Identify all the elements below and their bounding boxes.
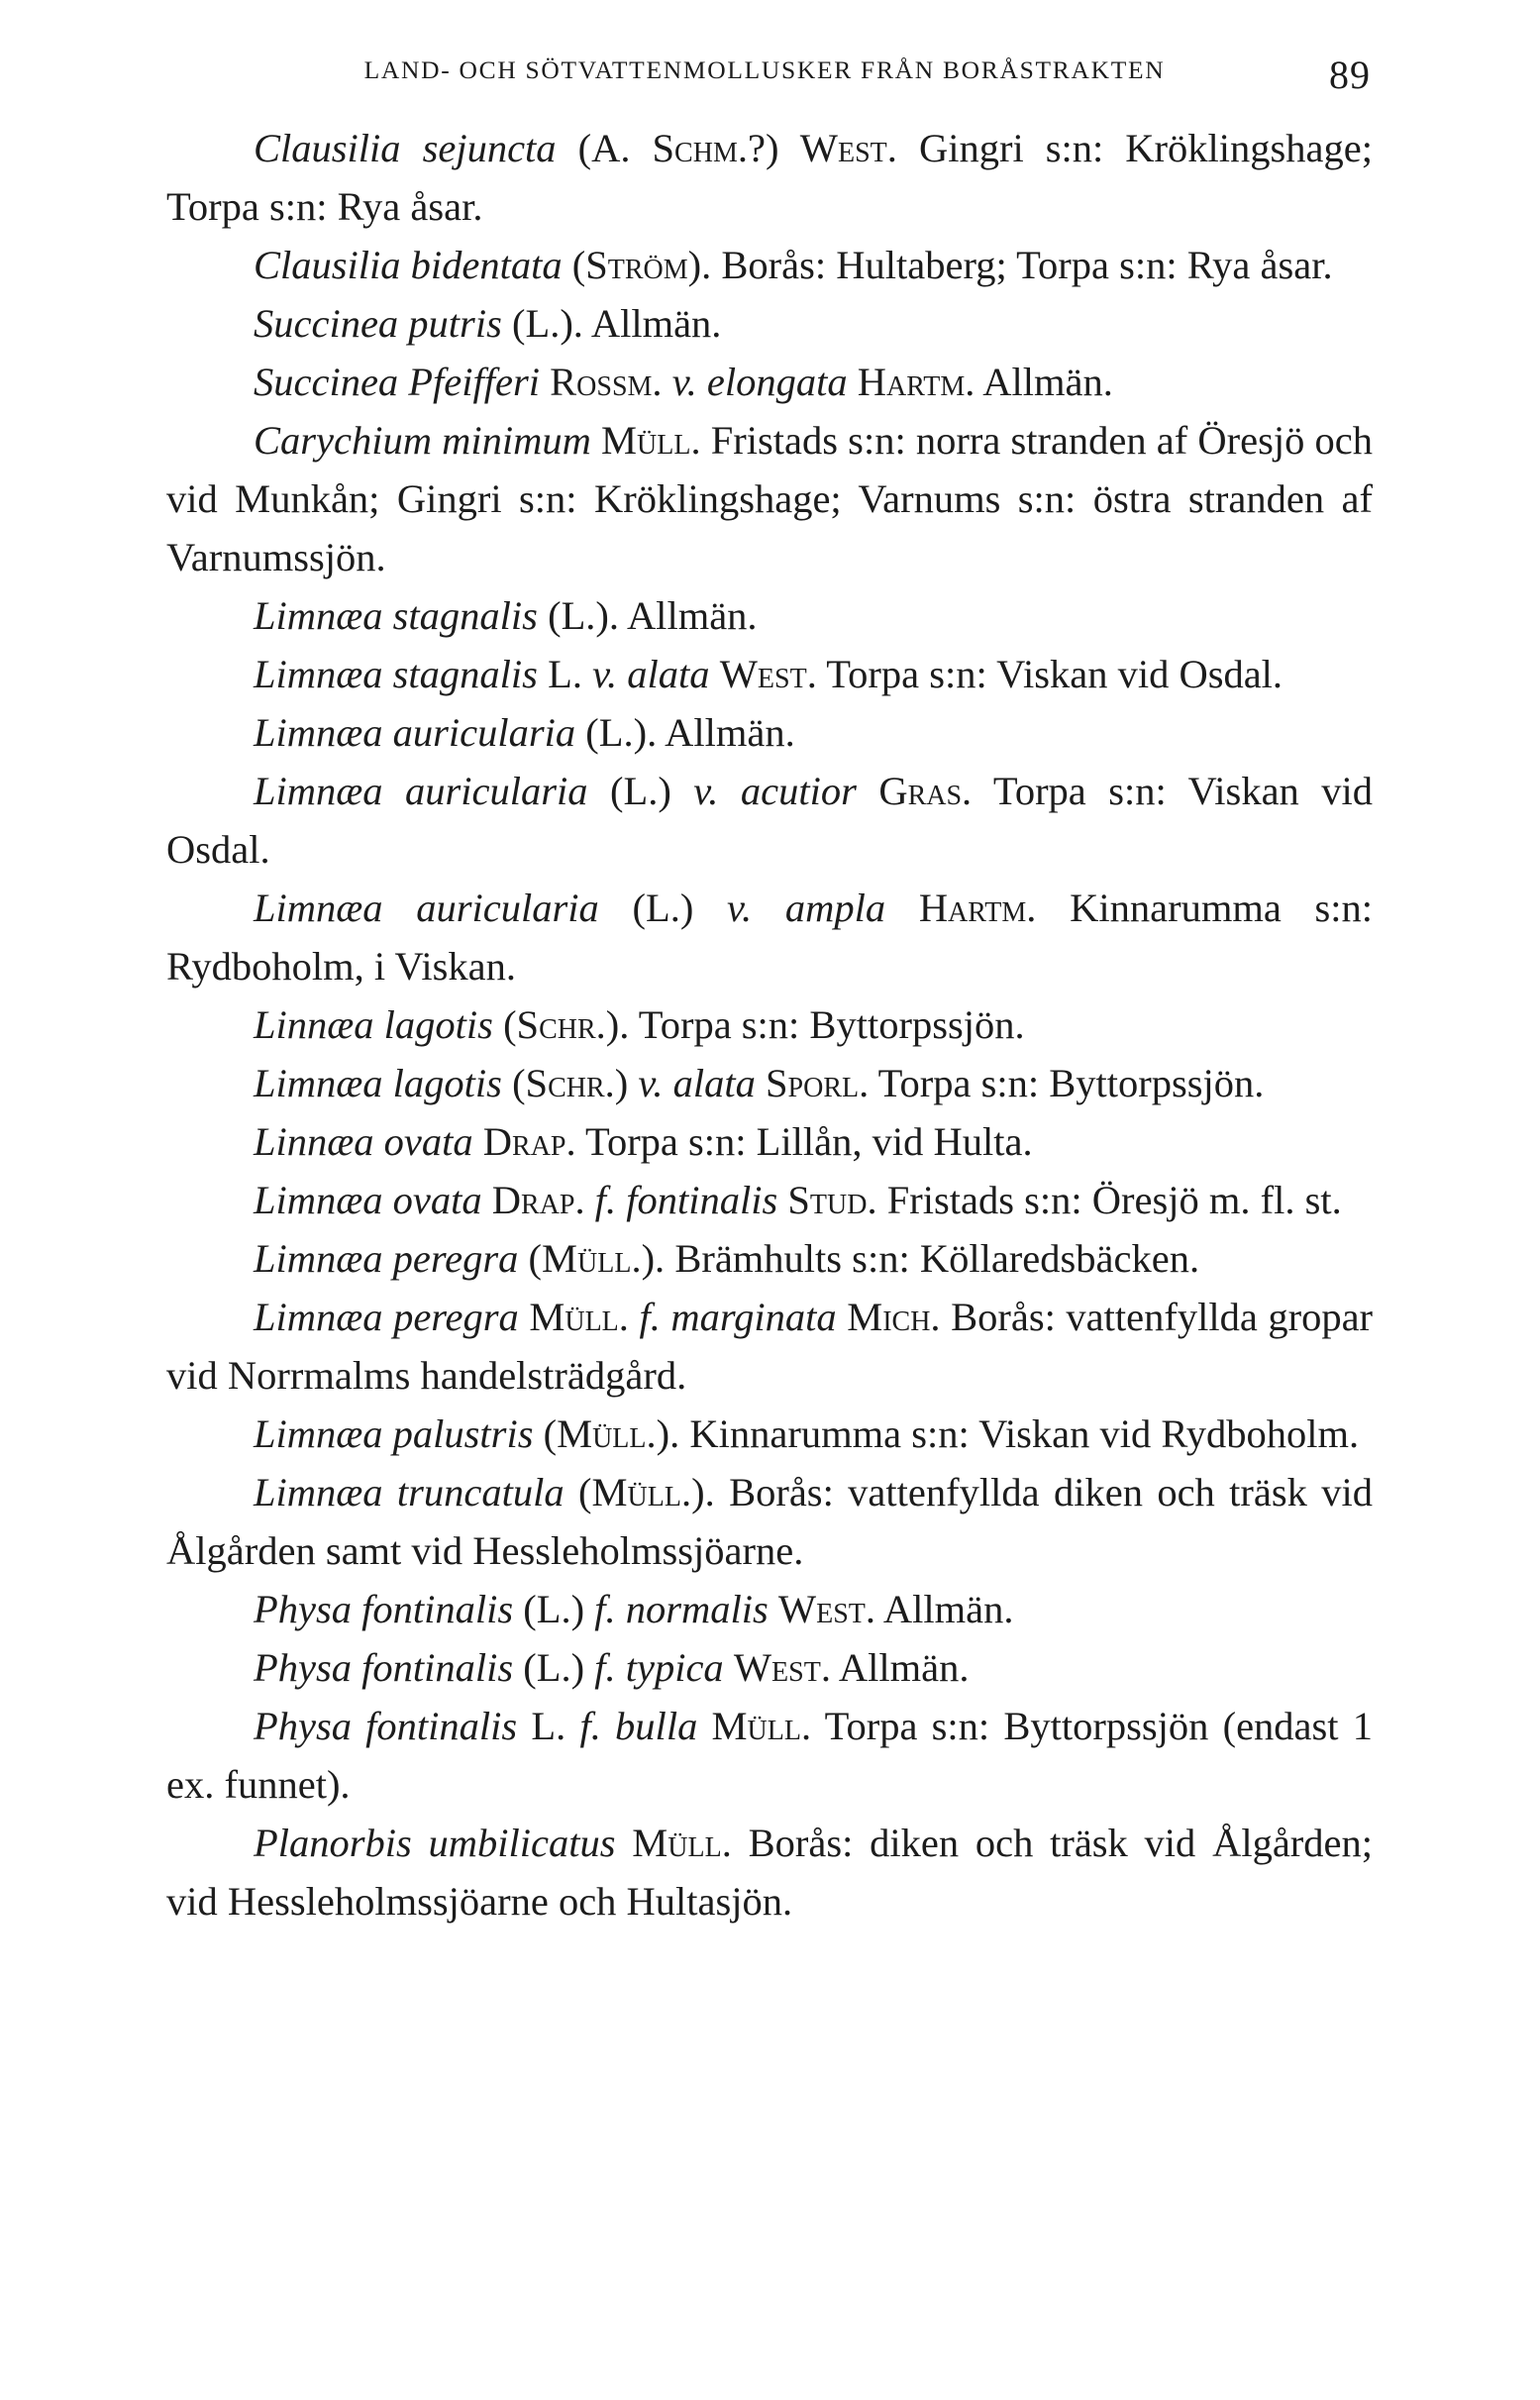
species-name: Planorbis umbilicatus (254, 1821, 616, 1865)
species-author: L. (531, 1704, 566, 1748)
species-entry (166, 1463, 1373, 1580)
variety-name: v. ampla (727, 886, 886, 930)
species-author: (L.) (523, 1645, 585, 1690)
species-name: Linnæa ovata (254, 1119, 473, 1164)
species-entry (166, 879, 1373, 995)
species-name: Physa fontinalis (254, 1645, 514, 1690)
locality-text: Allmän. (838, 1645, 970, 1690)
locality-text: Gingri s:n: Kröklingshage; Torpa s:n: Rya åsar. (166, 126, 1374, 229)
species-author: (L.) (609, 769, 671, 813)
locality-text: Torpa s:n: Byttorpssjön. (877, 1061, 1265, 1105)
species-name: Limnæa palustris (254, 1411, 534, 1456)
species-author: (Schr.). (503, 1002, 630, 1047)
species-author: (L.). (548, 593, 620, 638)
locality-text: Borås: Hultaberg; Torpa s:n: Rya åsar. (721, 243, 1333, 287)
species-name: Clausilia sejuncta (254, 126, 557, 170)
locality-text: Borås: diken och träsk vid Ålgården; vid Hessleholmssjöarne och Hultasjön. (166, 1821, 1374, 1924)
locality-text: Fristads s:n: Öresjö m. fl. st. (886, 1178, 1342, 1222)
variety-author: West. (777, 1587, 876, 1631)
species-name: Clausilia bidentata (254, 243, 563, 287)
species-name: Physa fontinalis (254, 1704, 518, 1748)
species-name: Limnæa auricularia (254, 710, 576, 755)
species-entry (166, 1288, 1373, 1405)
variety-author: Stud. (787, 1178, 877, 1222)
variety-name: f. marginata (639, 1295, 837, 1339)
species-name: Limnæa stagnalis (254, 593, 538, 638)
variety-author: Mich. (847, 1295, 941, 1339)
locality-text: Brämhults s:n: Köllaredsbäcken. (674, 1236, 1200, 1281)
locality-text: Borås: vattenfyllda diken och träsk vid Ålgården samt vid Hessleholmssjöarne. (166, 1470, 1374, 1573)
species-author: L. (548, 652, 582, 696)
species-author: (L.). (511, 301, 583, 346)
locality-text: Allmän. (665, 710, 795, 755)
species-name: Limnæa ovata (254, 1178, 482, 1222)
species-entry (166, 1638, 1373, 1697)
locality-text: Allmän. (626, 593, 758, 638)
species-name: Succinea putris (254, 301, 502, 346)
species-author: (Schr.) (512, 1061, 629, 1105)
species-entry (166, 294, 1373, 353)
variety-name: f. bulla (579, 1704, 698, 1748)
species-entry (166, 762, 1373, 879)
species-entry (166, 1814, 1373, 1930)
locality-text: Allmän. (982, 360, 1113, 404)
species-entry (166, 1054, 1373, 1112)
species-author: Drap. (482, 1119, 576, 1164)
locality-text: Torpa s:n: Byttorpssjön (endast 1 ex. funnet). (166, 1704, 1373, 1807)
species-author: (L.). (585, 710, 658, 755)
locality-text: Torpa s:n: Lillån, vid Hulta. (585, 1119, 1033, 1164)
variety-name: f. typica (594, 1645, 724, 1690)
species-name: Limnæa peregra (254, 1236, 519, 1281)
locality-text: Kinnarumma s:n: Rydboholm, i Viskan. (166, 886, 1374, 989)
species-author: Müll. (632, 1821, 732, 1865)
variety-author: Hartm. (918, 886, 1037, 930)
variety-author: Sporl. (766, 1061, 870, 1105)
species-name: Limnæa peregra (254, 1295, 519, 1339)
locality-text: Allmän. (590, 301, 722, 346)
species-name: Limnæa stagnalis (254, 652, 538, 696)
locality-text: Torpa s:n: Byttorpssjön. (638, 1002, 1025, 1047)
species-name: Carychium minimum (254, 418, 591, 463)
species-author: (L.) (632, 886, 694, 930)
variety-name: v. elongata (671, 360, 848, 404)
species-entry (166, 1229, 1373, 1288)
variety-author: Gras. (878, 769, 973, 813)
locality-text: Torpa s:n: Viskan vid Osdal. (826, 652, 1283, 696)
species-name: Limnæa auricularia (254, 886, 599, 930)
species-author: (Müll.). (578, 1470, 715, 1514)
species-author: Drap. (491, 1178, 585, 1222)
species-name: Linnæa lagotis (254, 1002, 493, 1047)
species-name: Limnæa truncatula (254, 1470, 565, 1514)
species-author: Müll. (529, 1295, 629, 1339)
species-entry (166, 411, 1373, 586)
species-entry (166, 236, 1373, 294)
species-author: (L.) (523, 1587, 585, 1631)
variety-name: v. alata (592, 652, 710, 696)
species-name: Physa fontinalis (254, 1587, 514, 1631)
species-entry (166, 995, 1373, 1054)
species-entry (166, 119, 1373, 236)
locality-text: Allmän. (882, 1587, 1014, 1631)
variety-name: f. fontinalis (594, 1178, 778, 1222)
running-header: LAND- OCH SÖTVATTENMOLLUSKER FRÅN BORÅSTRAKTEN (363, 55, 1166, 84)
variety-author: Müll. (711, 1704, 812, 1748)
species-entry (166, 1112, 1373, 1171)
locality-text: Torpa s:n: Viskan vid Osdal. (166, 769, 1374, 872)
species-entry (166, 1171, 1373, 1229)
page-number: 89 (1329, 52, 1371, 97)
variety-author: West. (733, 1645, 831, 1690)
variety-author: West. (719, 652, 817, 696)
species-name: Succinea Pfeifferi (254, 360, 541, 404)
variety-author: Hartm. (857, 360, 975, 404)
variety-name: v. acutior (693, 769, 857, 813)
variety-name: v. alata (638, 1061, 756, 1105)
variety-name: f. normalis (594, 1587, 769, 1631)
species-author: Rossm. (550, 360, 663, 404)
species-name: Limnæa lagotis (254, 1061, 502, 1105)
species-entry (166, 586, 1373, 645)
species-author: (Ström). (571, 243, 712, 287)
locality-text: Kinnarumma s:n: Viskan vid Rydboholm. (689, 1411, 1360, 1456)
locality-text: Borås: vattenfyllda gropar vid Norrmalms handelsträdgård. (166, 1295, 1374, 1398)
species-author: Müll. (601, 418, 701, 463)
species-list (166, 119, 1373, 1930)
species-name: Limnæa auricularia (254, 769, 588, 813)
species-author: (Müll.). (543, 1411, 680, 1456)
species-entry (166, 1697, 1373, 1814)
species-entry (166, 1580, 1373, 1638)
locality-text: Fristads s:n: norra stranden af Öresjö och vid Munkån; Gingri s:n: Kröklingshage; Varnums s:n: östra stranden af Varnumssjön. (166, 418, 1374, 579)
species-entry (166, 1405, 1373, 1463)
species-author: (A. Schm.?) West. (577, 126, 897, 170)
species-entry (166, 703, 1373, 762)
species-author: (Müll.). (528, 1236, 666, 1281)
species-entry (166, 645, 1373, 703)
species-entry (166, 353, 1373, 411)
